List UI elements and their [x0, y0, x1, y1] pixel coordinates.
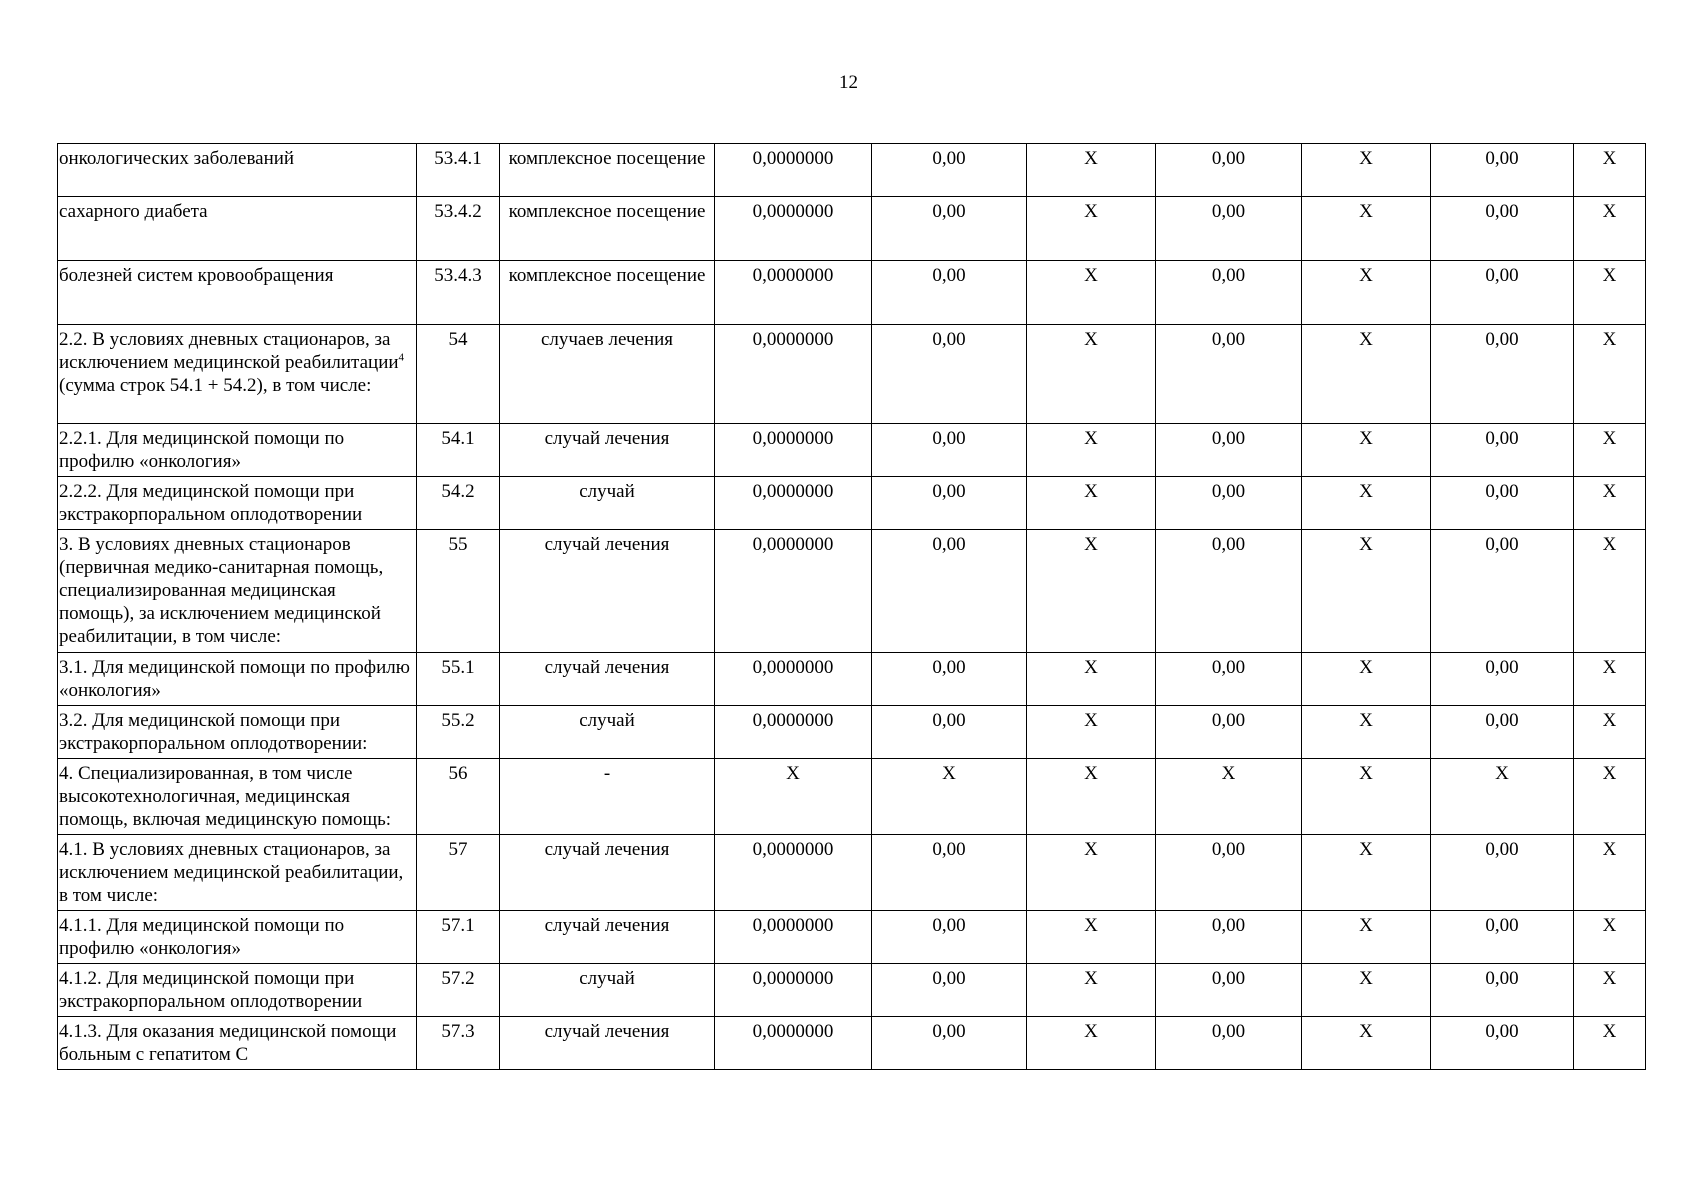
row-code: 57.2	[417, 964, 500, 1017]
row-name-text: сахарного диабета	[59, 201, 208, 222]
row-name-text: болезней систем кровообращения	[59, 265, 334, 286]
row-value-6: 0,00	[1431, 706, 1574, 759]
row-value-7: X	[1574, 530, 1646, 653]
row-name	[58, 530, 417, 653]
row-unit: случай	[500, 964, 715, 1017]
row-value-3: X	[1027, 197, 1156, 261]
row-code: 53.4.3	[417, 261, 500, 325]
row-value-6: 0,00	[1431, 653, 1574, 706]
row-name-text: 2.2. В условиях дневных стационаров, за исключением медицинской реабилитации	[59, 329, 399, 373]
row-value-2: X	[872, 759, 1027, 835]
row-unit: случай	[500, 706, 715, 759]
row-value-4: 0,00	[1156, 477, 1302, 530]
row-value-1: 0,0000000	[715, 911, 872, 964]
row-value-7: X	[1574, 424, 1646, 477]
row-value-4: 0,00	[1156, 911, 1302, 964]
row-value-1: 0,0000000	[715, 1017, 872, 1070]
row-code: 53.4.1	[417, 144, 500, 197]
row-value-2: 0,00	[872, 911, 1027, 964]
row-value-3: X	[1027, 653, 1156, 706]
row-unit: -	[500, 759, 715, 835]
row-value-6: 0,00	[1431, 424, 1574, 477]
row-value-3: X	[1027, 1017, 1156, 1070]
table-row	[58, 759, 1646, 835]
row-value-4: 0,00	[1156, 144, 1302, 197]
row-name	[58, 911, 417, 964]
row-value-7: X	[1574, 325, 1646, 424]
row-value-1: 0,0000000	[715, 706, 872, 759]
row-value-3: X	[1027, 477, 1156, 530]
row-value-1: 0,0000000	[715, 144, 872, 197]
row-value-4: 0,00	[1156, 197, 1302, 261]
table-row	[58, 424, 1646, 477]
row-unit: случай лечения	[500, 424, 715, 477]
row-value-4: 0,00	[1156, 653, 1302, 706]
row-code: 54.2	[417, 477, 500, 530]
row-value-1: 0,0000000	[715, 197, 872, 261]
table-row	[58, 653, 1646, 706]
row-code: 57.1	[417, 911, 500, 964]
row-code: 54.1	[417, 424, 500, 477]
footnote-mark: 4	[398, 351, 405, 364]
row-value-2: 0,00	[872, 261, 1027, 325]
row-value-7: X	[1574, 261, 1646, 325]
row-value-3: X	[1027, 424, 1156, 477]
row-value-3: X	[1027, 911, 1156, 964]
row-value-1: 0,0000000	[715, 477, 872, 530]
row-value-4: 0,00	[1156, 325, 1302, 424]
row-value-6: 0,00	[1431, 911, 1574, 964]
row-code: 55	[417, 530, 500, 653]
row-value-2: 0,00	[872, 325, 1027, 424]
row-unit: случаев лечения	[500, 325, 715, 424]
row-code: 57.3	[417, 1017, 500, 1070]
row-value-6: 0,00	[1431, 964, 1574, 1017]
row-value-1: 0,0000000	[715, 653, 872, 706]
row-unit: комплексное посещение	[500, 144, 715, 197]
row-unit: случай лечения	[500, 911, 715, 964]
row-value-4: X	[1156, 759, 1302, 835]
row-value-5: X	[1302, 530, 1431, 653]
row-value-4: 0,00	[1156, 1017, 1302, 1070]
row-value-3: X	[1027, 835, 1156, 911]
row-unit: комплексное посещение	[500, 197, 715, 261]
row-name	[58, 653, 417, 706]
row-name-text: 4.1. В условиях дневных стационаров, за исключением медицинской реабилитации, в том числе:	[59, 839, 404, 906]
row-name-text: 4.1.2. Для медицинской помощи при экстракорпоральном оплодотворении	[59, 968, 363, 1012]
row-name-text: 3.2. Для медицинской помощи при экстракорпоральном оплодотворении:	[59, 710, 368, 754]
row-code: 57	[417, 835, 500, 911]
row-value-5: X	[1302, 325, 1431, 424]
row-value-1: 0,0000000	[715, 530, 872, 653]
row-name	[58, 197, 417, 261]
row-value-4: 0,00	[1156, 706, 1302, 759]
row-value-3: X	[1027, 759, 1156, 835]
row-value-3: X	[1027, 325, 1156, 424]
row-value-5: X	[1302, 653, 1431, 706]
page-number: 12	[839, 72, 858, 93]
row-name	[58, 477, 417, 530]
row-name-text: 4. Специализированная, в том числе высокотехнологичная, медицинская помощь, включая медицинскую помощь:	[59, 763, 392, 830]
row-value-7: X	[1574, 911, 1646, 964]
row-value-7: X	[1574, 653, 1646, 706]
row-code: 53.4.2	[417, 197, 500, 261]
row-value-2: 0,00	[872, 835, 1027, 911]
row-value-1: X	[715, 759, 872, 835]
row-name	[58, 1017, 417, 1070]
row-value-2: 0,00	[872, 197, 1027, 261]
row-name	[58, 835, 417, 911]
row-value-5: X	[1302, 759, 1431, 835]
row-name-text: 4.1.3. Для оказания медицинской помощи больным с гепатитом С	[59, 1021, 397, 1065]
row-value-5: X	[1302, 424, 1431, 477]
row-value-3: X	[1027, 144, 1156, 197]
row-value-2: 0,00	[872, 530, 1027, 653]
table-row	[58, 477, 1646, 530]
row-value-3: X	[1027, 964, 1156, 1017]
table-row	[58, 261, 1646, 325]
row-value-5: X	[1302, 964, 1431, 1017]
row-value-2: 0,00	[872, 477, 1027, 530]
row-value-7: X	[1574, 144, 1646, 197]
row-value-4: 0,00	[1156, 261, 1302, 325]
row-unit: случай лечения	[500, 653, 715, 706]
row-name	[58, 144, 417, 197]
row-value-1: 0,0000000	[715, 964, 872, 1017]
row-name-text: 2.2.1. Для медицинской помощи по профилю «онкология»	[59, 428, 345, 472]
table-row	[58, 325, 1646, 424]
row-value-3: X	[1027, 530, 1156, 653]
row-value-6: 0,00	[1431, 325, 1574, 424]
table-row	[58, 706, 1646, 759]
row-value-7: X	[1574, 477, 1646, 530]
row-code: 54	[417, 325, 500, 424]
data-table	[57, 143, 1646, 1070]
row-name	[58, 964, 417, 1017]
row-value-4: 0,00	[1156, 424, 1302, 477]
row-name-text: 2.2.2. Для медицинской помощи при экстракорпоральном оплодотворении	[59, 481, 363, 525]
row-name	[58, 759, 417, 835]
row-value-5: X	[1302, 706, 1431, 759]
row-value-4: 0,00	[1156, 835, 1302, 911]
row-value-7: X	[1574, 1017, 1646, 1070]
table-row	[58, 964, 1646, 1017]
table-row	[58, 144, 1646, 197]
row-name	[58, 261, 417, 325]
table-row	[58, 911, 1646, 964]
row-value-5: X	[1302, 261, 1431, 325]
row-value-3: X	[1027, 706, 1156, 759]
table-row	[58, 530, 1646, 653]
row-name-text: 3. В условиях дневных стационаров (первичная медико-санитарная помощь, специализированная медицинская помощь), за исключением медицинской реабилитации, в том числе:	[59, 534, 384, 647]
row-unit: случай лечения	[500, 1017, 715, 1070]
row-value-4: 0,00	[1156, 964, 1302, 1017]
row-value-6: 0,00	[1431, 144, 1574, 197]
row-value-6: 0,00	[1431, 261, 1574, 325]
table-row	[58, 835, 1646, 911]
row-unit: случай лечения	[500, 835, 715, 911]
row-value-1: 0,0000000	[715, 261, 872, 325]
row-value-2: 0,00	[872, 653, 1027, 706]
row-value-1: 0,0000000	[715, 325, 872, 424]
row-value-2: 0,00	[872, 1017, 1027, 1070]
row-value-6: X	[1431, 759, 1574, 835]
row-name-tail: (сумма строк 54.1 + 54.2), в том числе:	[59, 375, 372, 396]
row-unit: комплексное посещение	[500, 261, 715, 325]
row-name-text: онкологических заболеваний	[59, 148, 295, 169]
row-value-5: X	[1302, 835, 1431, 911]
row-name	[58, 325, 417, 424]
table-row	[58, 197, 1646, 261]
row-value-7: X	[1574, 197, 1646, 261]
row-code: 55.2	[417, 706, 500, 759]
row-code: 55.1	[417, 653, 500, 706]
row-code: 56	[417, 759, 500, 835]
row-value-2: 0,00	[872, 144, 1027, 197]
row-name-text: 4.1.1. Для медицинской помощи по профилю «онкология»	[59, 915, 345, 959]
row-value-6: 0,00	[1431, 197, 1574, 261]
row-unit: случай	[500, 477, 715, 530]
row-value-6: 0,00	[1431, 1017, 1574, 1070]
row-value-1: 0,0000000	[715, 835, 872, 911]
row-value-5: X	[1302, 1017, 1431, 1070]
row-name	[58, 424, 417, 477]
row-value-6: 0,00	[1431, 477, 1574, 530]
row-value-5: X	[1302, 144, 1431, 197]
row-name	[58, 706, 417, 759]
row-value-7: X	[1574, 706, 1646, 759]
row-value-1: 0,0000000	[715, 424, 872, 477]
row-value-7: X	[1574, 835, 1646, 911]
row-unit: случай лечения	[500, 530, 715, 653]
row-value-2: 0,00	[872, 706, 1027, 759]
row-value-3: X	[1027, 261, 1156, 325]
row-value-7: X	[1574, 759, 1646, 835]
row-value-7: X	[1574, 964, 1646, 1017]
row-value-5: X	[1302, 477, 1431, 530]
row-value-4: 0,00	[1156, 530, 1302, 653]
row-value-6: 0,00	[1431, 530, 1574, 653]
table-body	[58, 144, 1646, 1070]
row-name-text: 3.1. Для медицинской помощи по профилю «онкология»	[59, 657, 410, 701]
row-value-2: 0,00	[872, 964, 1027, 1017]
table-row	[58, 1017, 1646, 1070]
row-value-5: X	[1302, 197, 1431, 261]
row-value-2: 0,00	[872, 424, 1027, 477]
row-value-5: X	[1302, 911, 1431, 964]
row-value-6: 0,00	[1431, 835, 1574, 911]
